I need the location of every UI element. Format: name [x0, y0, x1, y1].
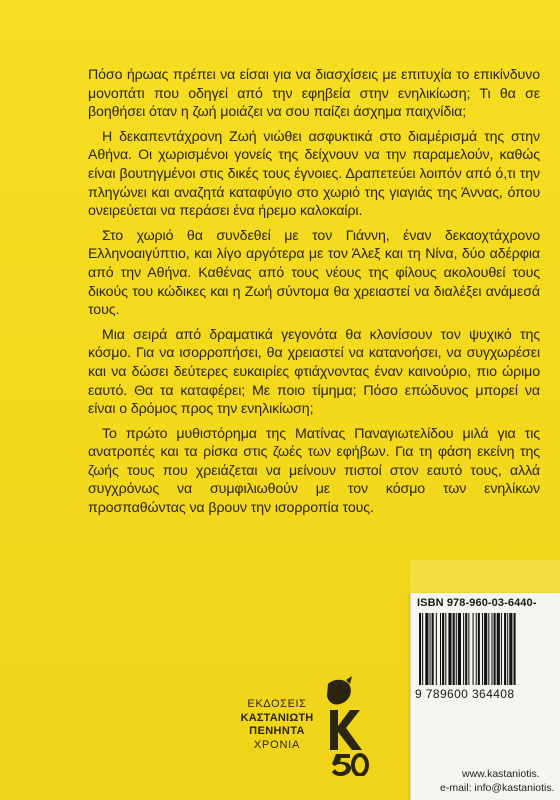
barcode-bar: [494, 613, 496, 685]
barcode-bar: [458, 613, 461, 685]
publisher-logo-icon: [320, 676, 370, 776]
barcode-bar: [445, 613, 446, 685]
barcode-bar: [468, 613, 469, 685]
barcode-bar: [514, 613, 516, 685]
barcode-bar: [442, 613, 444, 685]
blurb-paragraph-1: Πόσο ήρωας πρέπει να είσαι για να διασχίσεις με επιτυχία το επικίνδυνο μονοπάτι που οδηγεί από την εφηβεία στην ενηλικίωση; Τι θα σε βοηθήσει όταν η ζωή μοιάζει να σου παίζει άσχημα παιχνίδια;: [88, 67, 540, 121]
barcode-bar: [419, 613, 421, 685]
barcode-bar: [501, 613, 502, 685]
publisher-website: www.kastaniotis.: [462, 768, 540, 780]
barcode-bar: [504, 613, 506, 685]
barcode-bar: [473, 613, 474, 685]
barcode-bar: [484, 613, 487, 685]
barcode-number: 9 789600 364408: [415, 687, 515, 701]
blurb-text: [88, 66, 540, 524]
publisher-line-3: ΠΕΝΗΝΤΑ: [249, 725, 305, 737]
barcode-bar: [476, 613, 477, 685]
barcode-bar: [463, 613, 464, 685]
publisher-imprint: [222, 668, 372, 778]
blurb-paragraph-5: Το πρώτο μυθιστόρημα της Ματίνας Παναγιωτελίδου μιλά για τις ανατροπές και τα ρίσκα στις ζωές των εφήβων. Για τη φάση εκείνη της ζωής τους που χρειάζεται να μείνουν πιστοί στον εαυτό τους, αλλά συγχρόνως να συμφιλιωθούν με τον κόσμο των ενηλίκων προσπαθώντας να βρουν την ισορροπία τους.: [88, 425, 540, 517]
barcode-bar: [425, 613, 428, 685]
publisher-email: e-mail: info@kastaniotis.: [440, 782, 555, 794]
barcode-bar: [440, 613, 441, 685]
barcode-bar: [491, 613, 492, 685]
blurb-paragraph-2: Η δεκαπεντάχρονη Ζωή νιώθει ασφυκτικά στο διαμέρισμά της στην Αθήνα. Οι χωρισμένοι γονείς της δείχνουν να την παραμελούν, καθώς είναι βουτηγμένοι στις δικές τους έγνοιες. Δραπετεύει λοιπόν από ό,τι την πληγώνει και αναζητά καταφύγιο στο χωριό της γιαγιάς της Άννας, όπου ονειρεύεται να περάσει ένα ήρεμο καλοκαίρι.: [88, 128, 540, 220]
barcode-bar: [507, 613, 508, 685]
barcode-bar: [430, 613, 431, 685]
blurb-paragraph-3: Στο χωριό θα συνδεθεί με τον Γιάννη, έναν δεκαοχτάχρονο Ελληνοαιγύπτιο, και λίγο αργότερα με τον Άλεξ και τη Νίνα, δύο αδέρφια από την Αθήνα. Καθένας από τους νέους της φίλους ακολουθεί τους δικούς του κώδικες και η Ζωή σύντομα θα χρειαστεί να διαλέξει ανάμεσά τους.: [88, 227, 540, 319]
barcode-bar: [448, 613, 451, 685]
barcode-bar: [436, 613, 437, 685]
publisher-line-1: ΕΚΔΟΣΕΙΣ: [247, 698, 307, 710]
publisher-line-2: ΚΑΣΤΑΝΙΩΤΗ: [240, 711, 314, 724]
barcode-bar: [422, 613, 423, 685]
tape-strip: [410, 560, 560, 594]
barcode-bar: [482, 613, 483, 685]
publisher-line-4: ΧΡΟΝΙΑ: [253, 738, 301, 751]
barcode-bar: [465, 613, 467, 685]
blurb-paragraph-4: Μια σειρά από δραματικά γεγονότα θα κλονίσουν τον ψυχικό της κόσμο. Για να ισορροπήσει, θα χρειαστεί να κατανοήσει, να συγχωρέσει και να δώσει δεύτερες ευκαιρίες φτιάχνοντας έναν καινούριο, πιο ώριμο εαυτό. Θα τα καταφέρει; Με ποιο τίμημα; Πόσο επώδυνος μπορεί να είναι ο δρόμος προς την ενηλικίωση;: [88, 326, 540, 418]
barcode-bar: [456, 613, 457, 685]
barcode-bar: [432, 613, 434, 685]
barcode-bar: [509, 613, 512, 685]
barcode-bar: [488, 613, 489, 685]
barcode-bar: [478, 613, 480, 685]
isbn-label: ISBN 978-960-03-6440-: [417, 597, 537, 609]
barcode-bar: [453, 613, 455, 685]
barcode-bar: [497, 613, 500, 685]
publisher-name: [222, 698, 332, 752]
barcode-icon: [419, 613, 560, 685]
